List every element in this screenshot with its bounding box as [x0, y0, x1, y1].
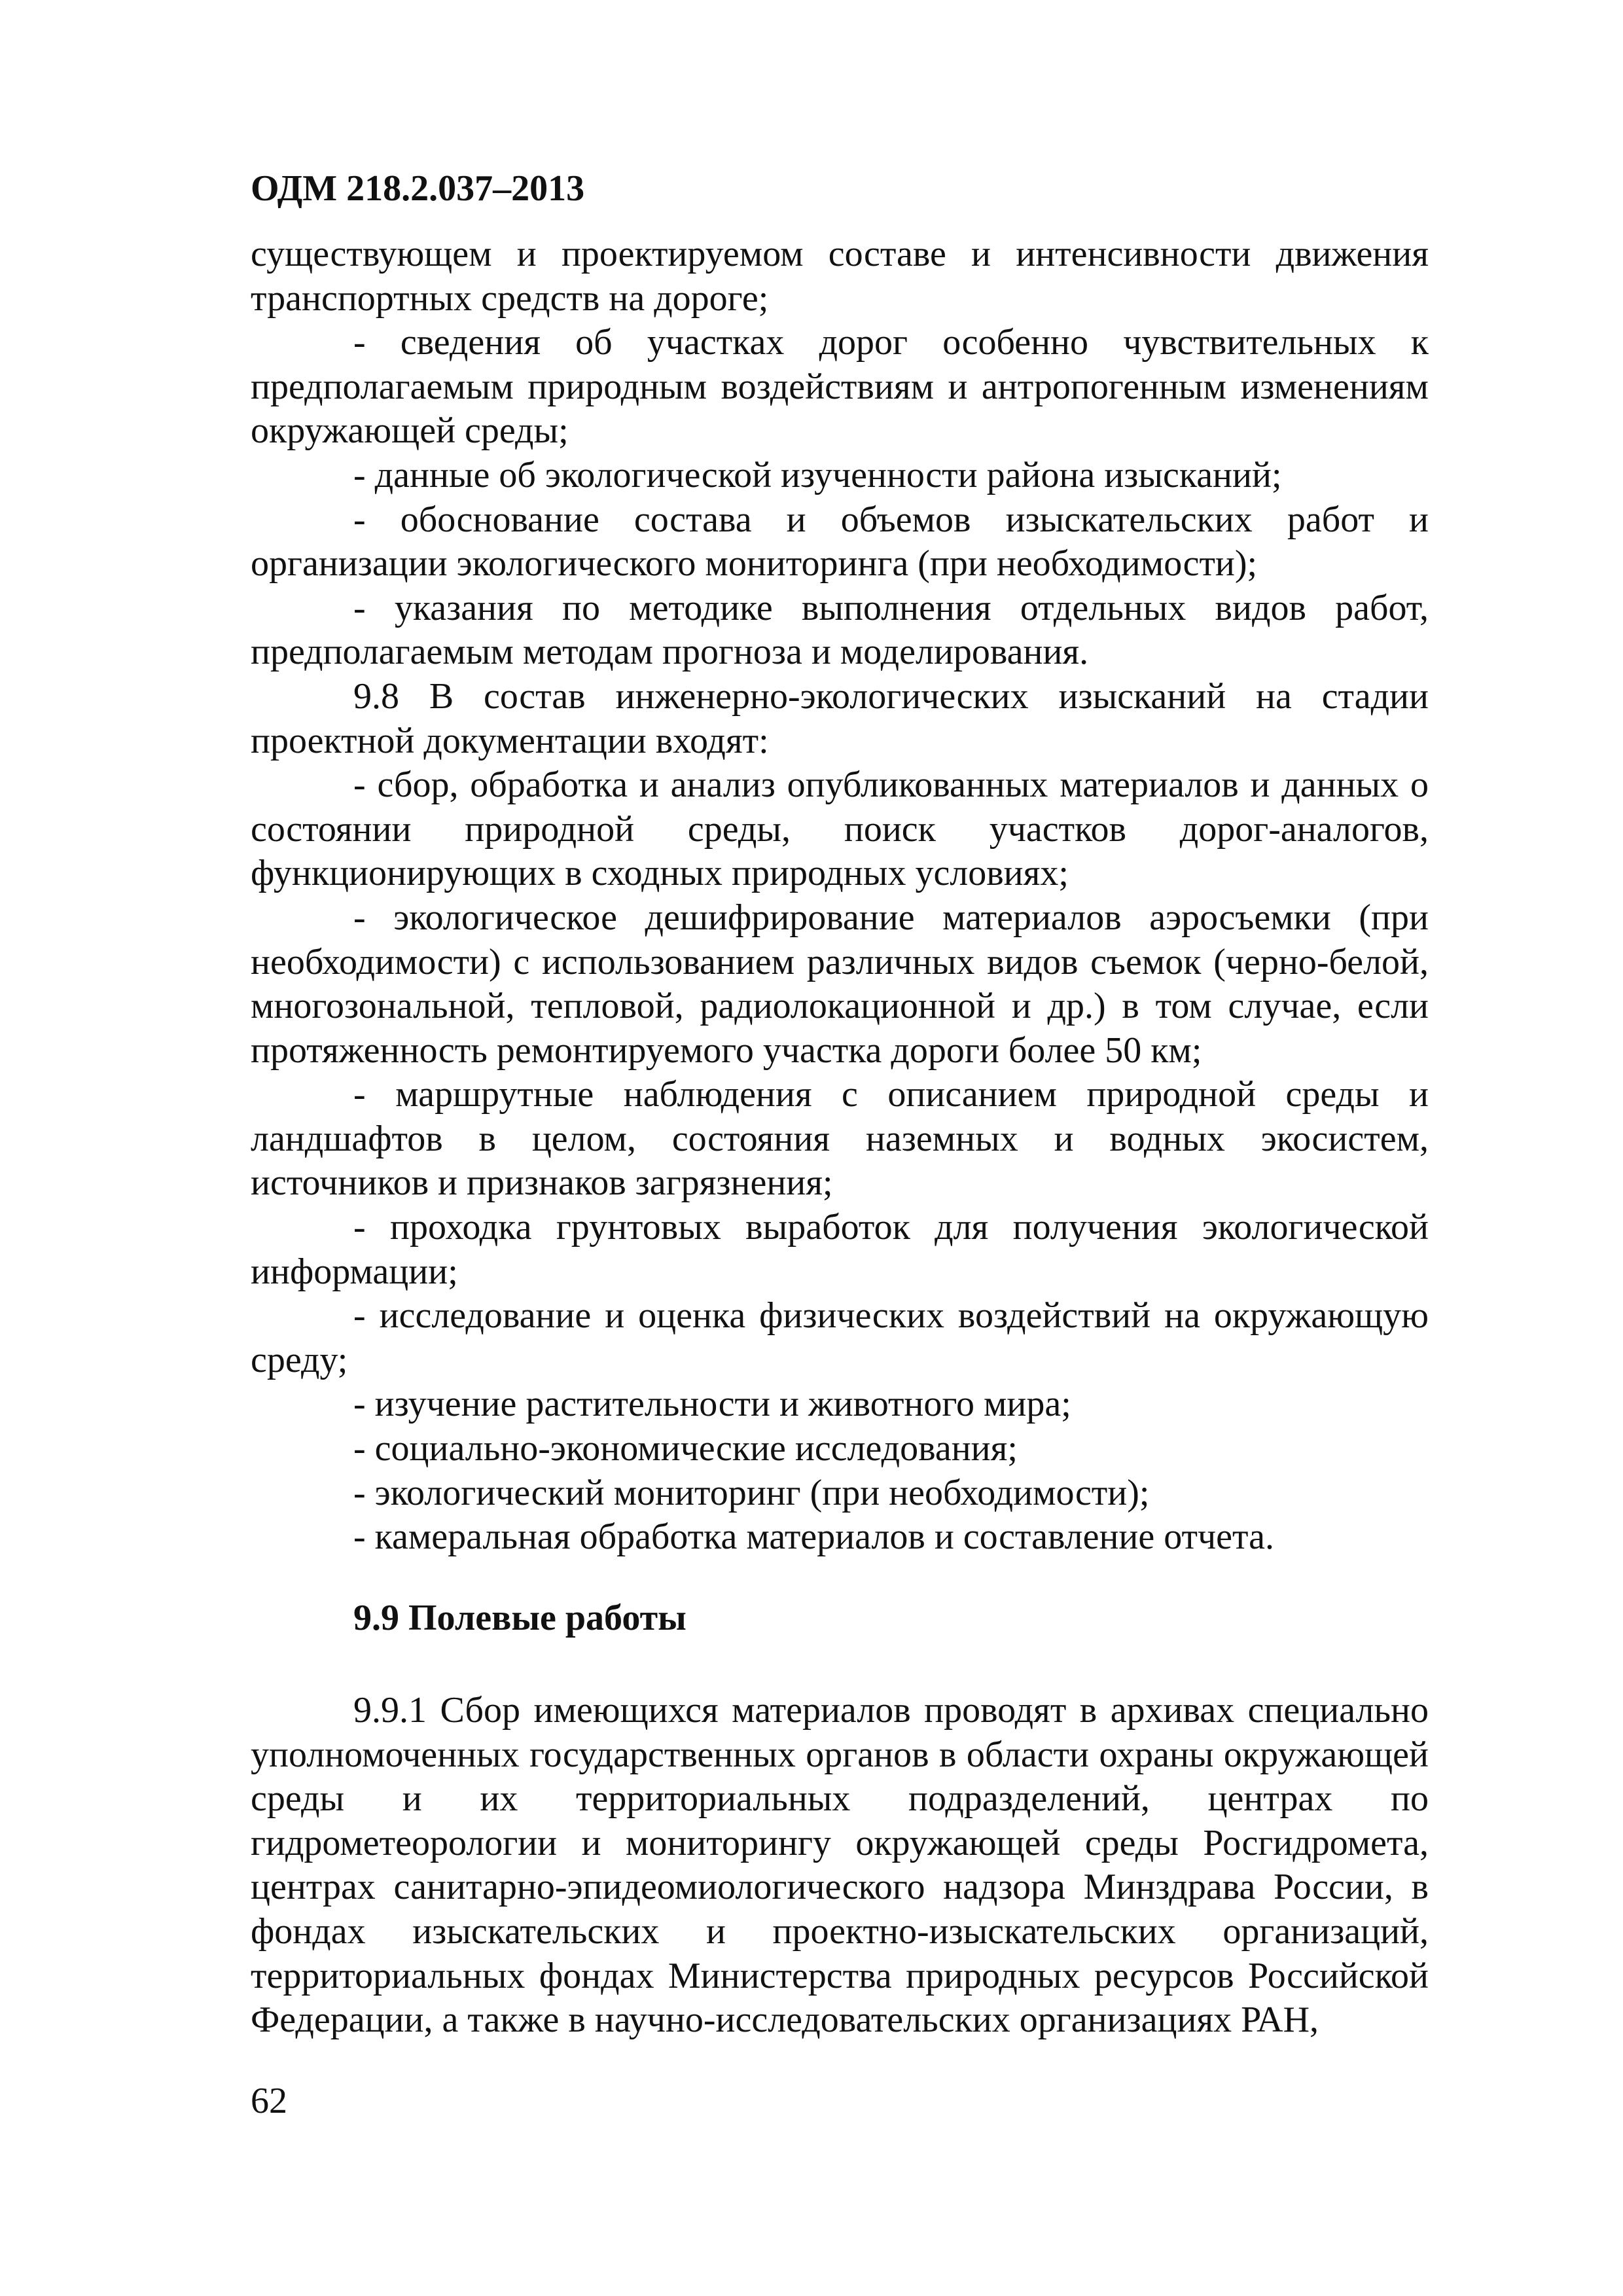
section-heading: 9.9 Полевые работы — [353, 1598, 687, 1638]
list-item: - сбор, обработка и анализ опубликованных материалов и данных о состоянии природной среды, поиск участков дорог-аналогов, функционирующих в сходных природных условиях; — [251, 764, 1429, 894]
page-number: 62 — [251, 2081, 287, 2121]
body-text-block — [251, 232, 1429, 1560]
list-item: - обоснование состава и объемов изыскательских работ и организации экологического мониторинга (при необходимости); — [251, 499, 1429, 584]
list-item: - проходка грунтовых выработок для получения экологической информации; — [251, 1207, 1429, 1292]
paragraph-clause-9-9-1: 9.9.1 Сбор имеющихся материалов проводят в архивах специально уполномоченных государственных органов в области охраны окружающей среды и их территориальных подразделений, центрах по гидрометеорологии и мониторингу окружающей среды Росгидромета, центрах санитарно-эпидеомиологического надзора Минздрава России, в фондах изыскательских и проектно-изыскательских организаций, территориальных фондах Министерства природных ресурсов Российской Федерации, а также в научно-исследовательских организациях РАН, — [251, 1690, 1429, 2041]
list-item: - указания по методике выполнения отдельных видов работ, предполагаемым методам прогноза и моделирования. — [251, 587, 1429, 673]
list-item: - сведения об участках дорог особенно чувствительных к предполагаемым природным воздействиям и антропогенным изменениям окружающей среды; — [251, 322, 1429, 452]
list-item: - экологический мониторинг (при необходимости); — [353, 1472, 1150, 1513]
list-item: - маршрутные наблюдения с описанием природной среды и ландшафтов в целом, состояния наземных и водных экосистем, источников и признаков загрязнения; — [251, 1074, 1429, 1204]
document-code-header: ОДМ 218.2.037–2013 — [251, 168, 585, 209]
list-item: - исследование и оценка физических воздействий на окружающую среду; — [251, 1295, 1429, 1380]
paragraph-clause-9-8: 9.8 В состав инженерно-экологических изысканий на стадии проектной документации входят: — [251, 675, 1429, 761]
section-body-text — [251, 1689, 1429, 2043]
list-item: - камеральная обработка материалов и составление отчета. — [353, 1516, 1274, 1558]
list-item: - экологическое дешифрирование материалов аэросъемки (при необходимости) с использованием различных видов съемок (черно-белой, многозональной, тепловой, радиолокационной и др.) в том случае, если протяженность ремонтируемого участка дороги более 50 км; — [251, 897, 1429, 1071]
paragraph-continuation: существующем и проектируемом составе и интенсивности движения транспортных средств на дороге; — [251, 234, 1429, 319]
list-item: - изучение растительности и животного мира; — [353, 1384, 1071, 1425]
list-item: - социально-экономические исследования; — [353, 1428, 1018, 1469]
list-item: - данные об экологической изученности района изысканий; — [353, 454, 1282, 495]
